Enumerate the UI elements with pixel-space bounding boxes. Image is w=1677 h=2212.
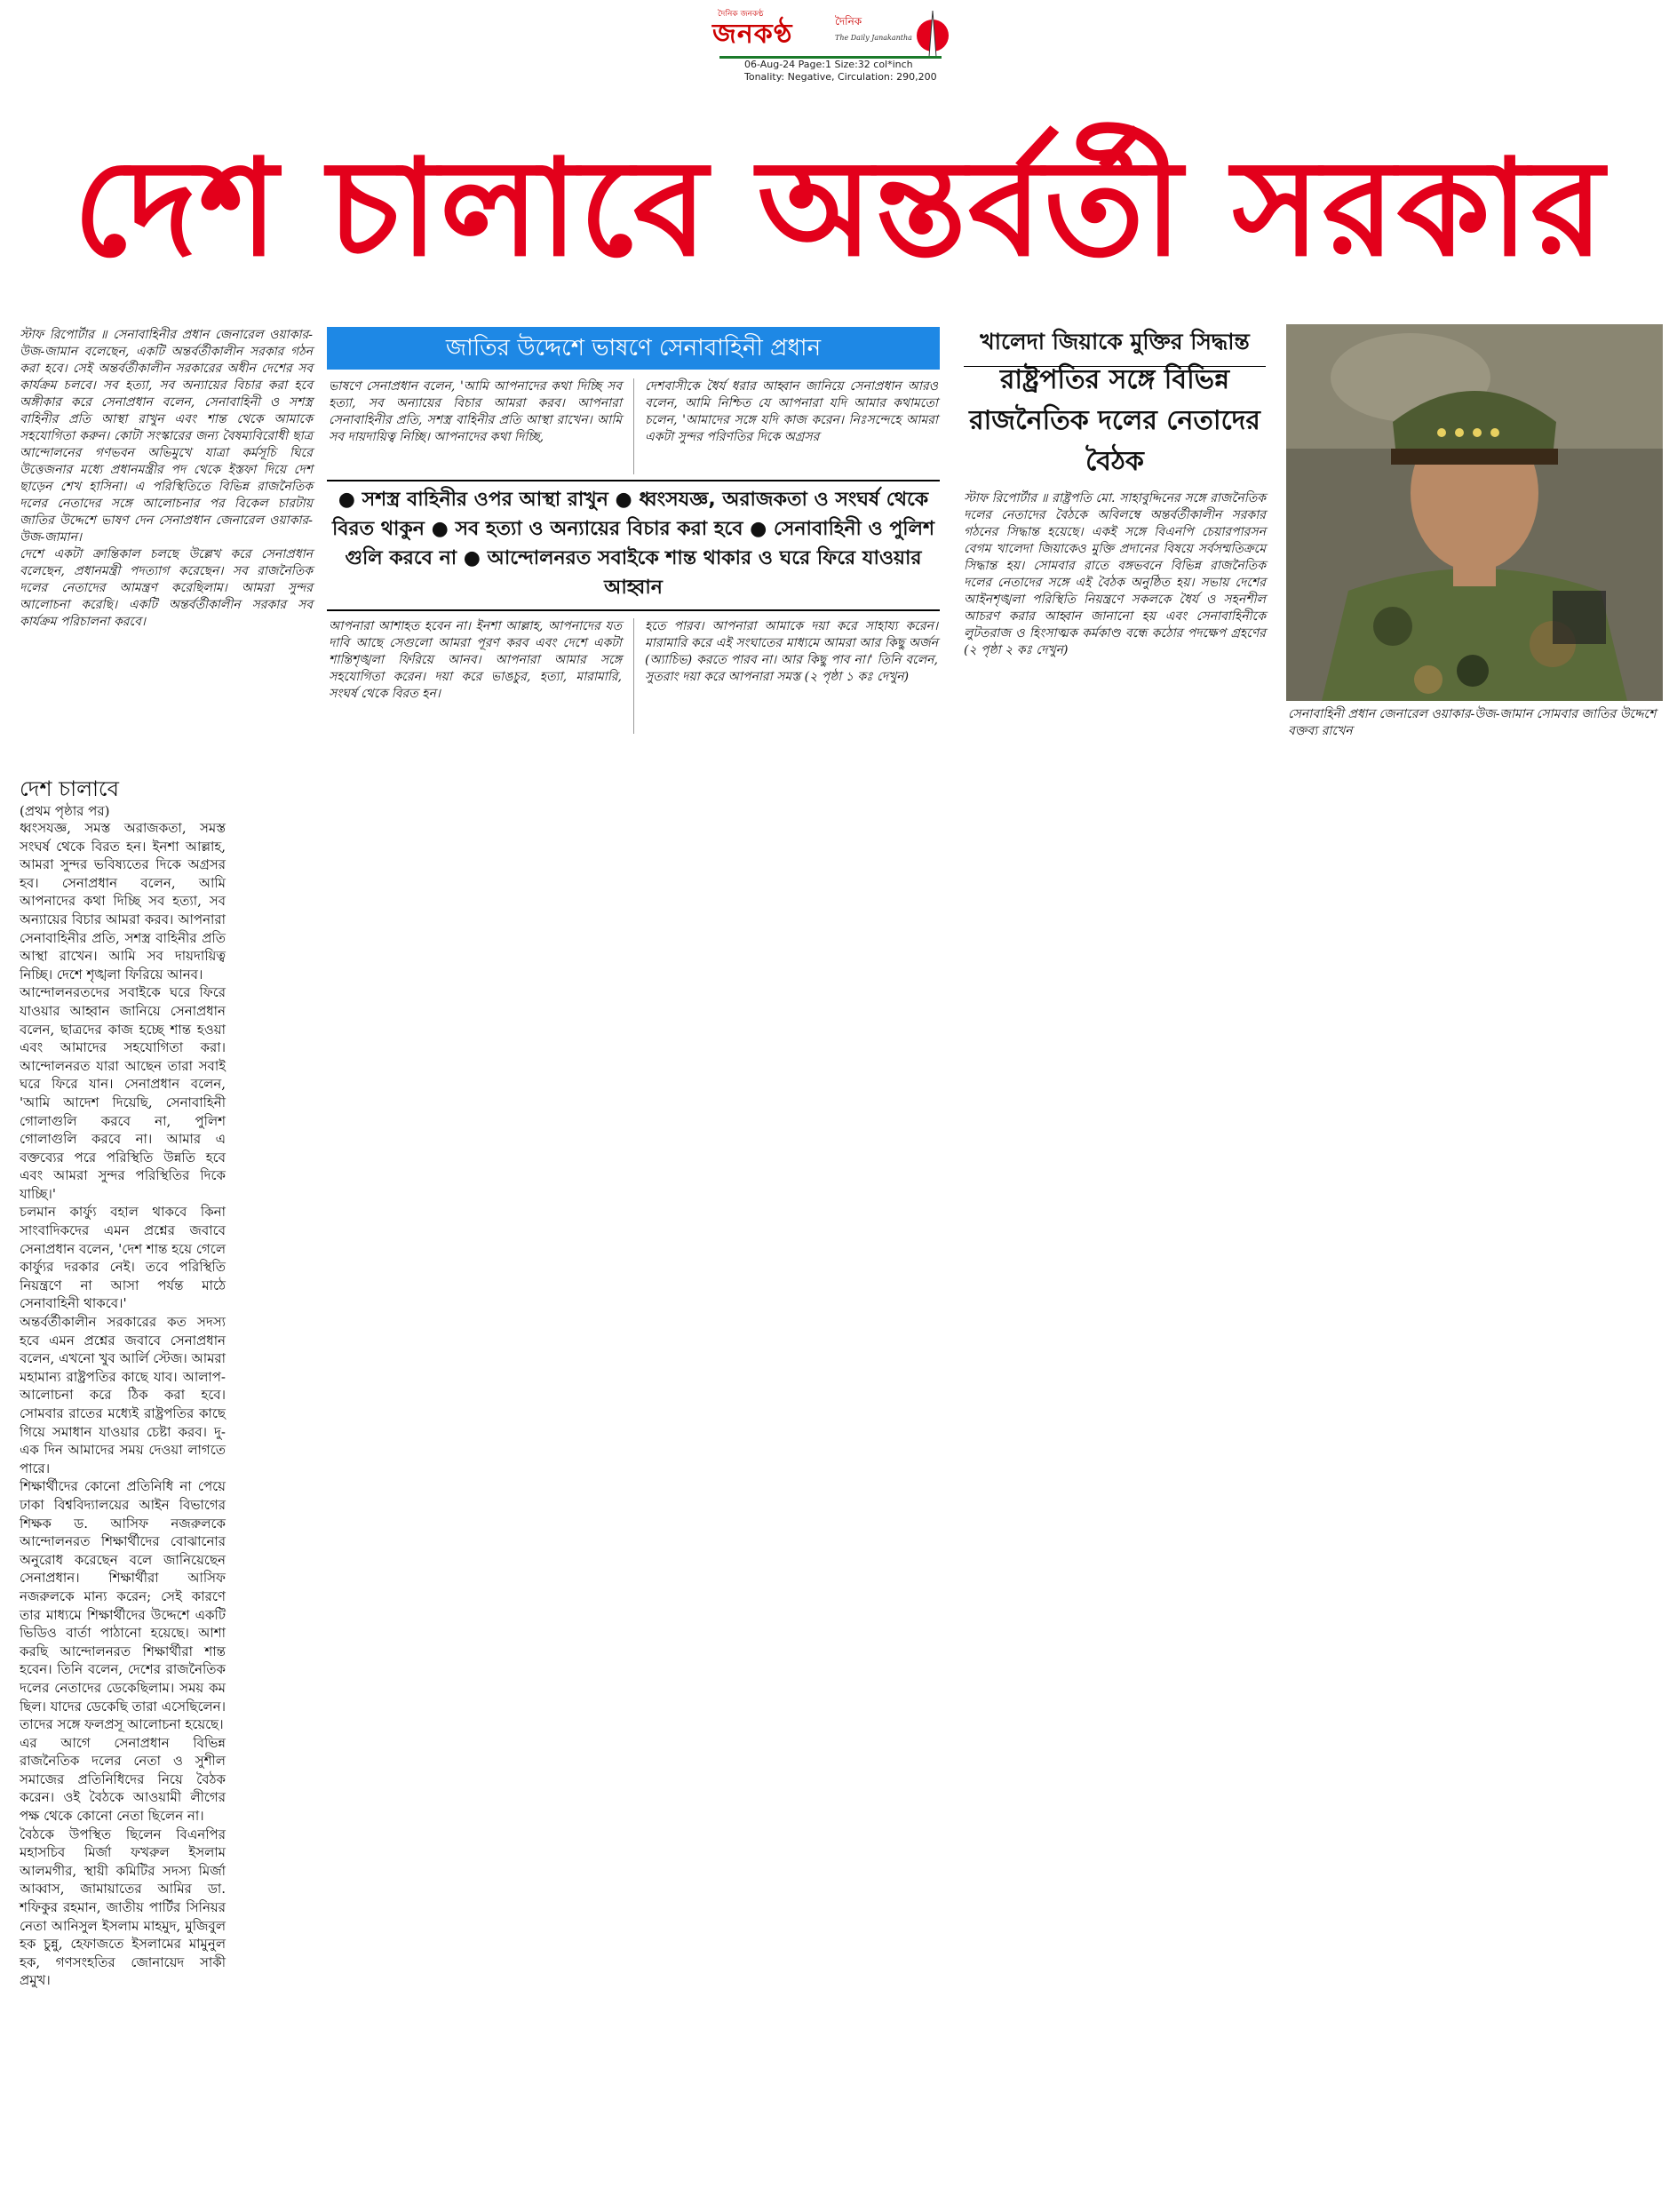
continuation-paragraph: চলমান কার্ফ্যু বহাল থাকবে কিনা সাংবাদিকদের এমন প্রশ্নের জবাবে সেনাপ্রধান বলেন, 'দেশ শান্ত হয়ে গেলে কার্ফ্যুর দরকার নেই। তবে পরিস্থিতি নিয়ন্ত্রণে না আসা পর্যন্ত মাঠে সেনাবাহিনী থাকবে।' [20,1204,226,1312]
masthead-small: দৈনিক [835,15,862,28]
speech-col-4: হতে পারব। আপনারা আমাকে দয়া করে সাহায্য করেন। মারামারি করে এই সংঘাতের মাধ্যমে আমরা আর কিছু অর্জন (অ্যাচিভ) করতে পারব না। আর কিছু পাব না।' তিনি বলেন, সুতরাং দয়া করে আপনারা সমস্ত (২ পৃষ্ঠা ১ কঃ দেখুন) [645,619,938,684]
clipping-meta [744,59,937,84]
masthead-english: The Daily Janakantha [835,34,912,42]
masthead-logo: জনকণ্ঠ [712,19,793,50]
army-chief-photo [1286,324,1663,701]
speech-bullet-points: ● সশস্ত্র বাহিনীর ওপর আস্থা রাখুন ● ধ্বংসযজ্ঞ, অরাজকতা ও সংঘর্ষ থেকে বিরত থাকুন ● সব হত্যা ও অন্যায়ের বিচার করা হবে ● সেনাবাহিনী ও পুলিশ গুলি করবে না ● আন্দোলনরত সবাইকে শান্ত থাকার ও ঘরে ফিরে যাওয়ার আহ্বান [327,480,940,611]
column-divider [633,618,634,734]
continuation-title: দেশ চালাবে [20,776,119,801]
meta-line-1: 06-Aug-24 Page:1 Size:32 col*inch [744,59,913,70]
page-headline: দেশ চালাবে অন্তর্বর্তী সরকার [73,131,1606,286]
lead-story [20,327,313,631]
speech-col-1: ভাষণে সেনাপ্রধান বলেন, 'আমি আপনাদের কথা দিচ্ছি সব হত্যা, সব অন্যায়ের বিচার আমরা করব। আপনারা সেনাবাহিনীর প্রতি, সশস্ত্র বাহিনীর প্রতি আস্থা রাখেন। আমি সব দায়দায়িত্ব নিচ্ছি। আপনাদের কথা দিচ্ছি, [329,379,622,444]
continuation-paragraph: বৈঠকে উপস্থিত ছিলেন বিএনপির মহাসচিব মির্জা ফখরুল ইসলাম আলমগীর, স্থায়ী কমিটির সদস্য মির্জা আব্বাস, জামায়াতের আমির ডা. শফিকুর রহমান, জাতীয় পার্টির সিনিয়র নেতা আনিসুল ইসলাম মাহমুদ, মুজিবুল হক চুন্নু, হেফাজতে ইসলামের মামুনুল হক, গণসংহতির জোনায়েদ সাকী প্রমুখ। [20,1826,226,1989]
speech-banner: জাতির উদ্দেশে ভাষণে সেনাবাহিনী প্রধান [327,327,940,370]
speech-col-2: দেশবাসীকে ধৈর্য ধরার আহ্বান জানিয়ে সেনাপ্রধান আরও বলেন, আমি নিশ্চিত যে আপনারা যদি আমার কথামতো চলেন, 'আমাদের সঙ্গে যদি কাজ করেন। নিঃসন্দেহে আমরা একটা সুন্দর পরিণতির দিকে অগ্রসর [645,379,938,444]
column-divider [633,378,634,474]
continuation-subtitle: (প্রথম পৃষ্ঠার পর) [20,803,110,819]
khaleda-headline: রাষ্ট্রপতির সঙ্গে বিভিন্ন রাজনৈতিক দলের নেতাদের বৈঠক [969,364,1260,477]
masthead [702,7,968,60]
speech-col-3: আপনারা আশাহত হবেন না। ইনশা আল্লাহ, আপনাদের যত দাবি আছে সেগুলো আমরা পূরণ করব এবং দেশে একটা শান্তিশৃঙ্খলা ফিরিয়ে আনব। আপনারা আমার সঙ্গে সহযোগিতা করেন। দয়া করে ভাঙচুর, হত্যা, মারামারি, সংঘর্ষ থেকে বিরত হন। [329,619,622,701]
continuation-paragraph: এর আগে সেনাপ্রধান বিভিন্ন রাজনৈতিক দলের নেতা ও সুশীল সমাজের প্রতিনিধিদের নিয়ে বৈঠক করেন। ওই বৈঠকে আওয়ামী লীগের পক্ষ থেকে কোনো নেতা ছিলেন না। [20,1734,226,1825]
khaleda-kicker: খালেদা জিয়াকে মুক্তির সিদ্ধান্ত [964,324,1266,367]
khaleda-body: স্টাফ রিপোর্টার ॥ রাষ্ট্রপতি মো. সাহাবুদ্দিনের সঙ্গে রাজনৈতিক দলের নেতাদের বৈঠকে অবিলম্বে অন্তর্বর্তীকালীন সরকার গঠনের সিদ্ধান্ত হয়েছে। একই সঙ্গে বিএনপি চেয়ারপারসন বেগম খালেদা জিয়াকেও মুক্তি প্রদানের বিষয়ে সর্বসম্মতিক্রমে সিদ্ধান্ত হয়। সোমবার রাতে বঙ্গভবনে বিভিন্ন রাজনৈতিক দলের নেতাদের সঙ্গে এই বৈঠক অনুষ্ঠিত হয়। সভায় দেশের আইনশৃঙ্খলা পরিস্থিতি নিয়ন্ত্রণে সকলকে ধৈর্য ও সহনশীল আচরণ করার আহ্বান জানানো হয় এবং সেনাবাহিনীকে লুটতরাজ ও হিংসাত্মক কর্মকাণ্ড বন্ধে কঠোর পদক্ষেপ গ্রহণের (২ পৃষ্ঠা ২ কঃ দেখুন) [964,491,1266,657]
tower-icon [915,9,950,59]
masthead-tagline: দৈনিক জনকণ্ঠ [718,10,764,19]
continuation-paragraph: ধ্বংসযজ্ঞ, সমস্ত অরাজকতা, সমস্ত সংঘর্ষ থেকে বিরত হন। ইনশা আল্লাহ, আমরা সুন্দর ভবিষ্যতের দিকে অগ্রসর হব। সেনাপ্রধান বলেন, আমি আপনাদের কথা দিচ্ছি সব হত্যা, সব অন্যায়ের বিচার আমরা করব। আপনারা সেনাবাহিনীর প্রতি, সশস্ত্র বাহিনীর প্রতি আস্থা রাখেন। আমি সব দায়দায়িত্ব নিচ্ছি। দেশে শৃঙ্খলা ফিরিয়ে আনব। [20,820,226,983]
meta-line-2: Tonality: Negative, Circulation: 290,200 [744,71,937,83]
continuation-paragraph: শিক্ষার্থীদের কোনো প্রতিনিধি না পেয়ে ঢাকা বিশ্ববিদ্যালয়ের আইন বিভাগের শিক্ষক ড. আসিফ নজরুলকে আন্দোলনরত শিক্ষার্থীদের বোঝানোর অনুরোধ করেছেন বলে জানিয়েছেন সেনাপ্রধান। শিক্ষার্থীরা আসিফ নজরুলকে মান্য করেন; সেই কারণে তার মাধ্যমে শিক্ষার্থীদের উদ্দেশে একটি ভিডিও বার্তা পাঠানো হয়েছে। আশা করছি আন্দোলনরত শিক্ষার্থীরা শান্ত হবেন। তিনি বলেন, দেশের রাজনৈতিক দলের নেতাদের ডেকেছিলাম। সময় কম ছিল। যাদের ডেকেছি তারা এসেছিলেন। তাদের সঙ্গে ফলপ্রসূ আলোচনা হয়েছে। [20,1478,226,1733]
photo-caption: সেনাবাহিনী প্রধান জেনারেল ওয়াকার-উজ-জামান সোমবার জাতির উদ্দেশে বক্তব্য রাখেন [1288,707,1657,738]
continuation-body [20,819,226,1990]
lead-paragraph-1: স্টাফ রিপোর্টার ॥ সেনাবাহিনীর প্রধান জেনারেল ওয়াকার-উজ-জামান বলেছেন, একটি অন্তর্বর্তীকালীন সরকার গঠন করা হবে। সেই অন্তর্বর্তীকালীন সরকারের অধীন দেশের সব কার্যক্রম চলবে। সব হত্যা, সব অন্যায়ের বিচার করা হবে অঙ্গীকার করে সেনাপ্রধান বলেন, সেনাবাহিনী ও সশস্ত্র বাহিনীর প্রতি আস্থা রাখুন এবং শান্ত থেকে আমাকে সহযোগিতা করুন। কোটা সংস্কারের জন্য বৈষম্যবিরোধী ছাত্র আন্দোলনের গণভবন অভিমুখে যাত্রা কর্মসূচি ঘিরে উত্তেজনার মধ্যে প্রধানমন্ত্রীর পদ থেকে ইস্তফা দিয়ে দেশ ছাড়েন শেখ হাসিনা। এ পরিস্থিতিতে বিভিন্ন রাজনৈতিক দলের নেতাদের সঙ্গে আলোচনার পর বিকেল চারটায় জাতির উদ্দেশে ভাষণ দেন সেনাপ্রধান জেনারেল ওয়াকার-উজ-জামান। [20,328,313,545]
continuation-paragraph: অন্তর্বর্তীকালীন সরকারের কত সদস্য হবে এমন প্রশ্নের জবাবে সেনাপ্রধান বলেন, এখনো খুব আর্লি স্টেজ। আমরা মহামান্য রাষ্ট্রপতির কাছে যাব। আলাপ-আলোচনা করে ঠিক করা হবে। সোমবার রাতের মধ্যেই রাষ্ট্রপতির কাছে গিয়ে সমাধান যাওয়ার চেষ্টা করব। দু-এক দিন আমাদের সময় দেওয়া লাগতে পারে। [20,1314,226,1476]
continuation-paragraph: আন্দোলনরতদের সবাইকে ঘরে ফিরে যাওয়ার আহ্বান জানিয়ে সেনাপ্রধান বলেন, ছাত্রদের কাজ হচ্ছে শান্ত হওয়া এবং আমাদের সহযোগিতা করা। আন্দোলনরত যারা আছেন তারা সবাই ঘরে ফিরে যান। সেনাপ্রধান বলেন, 'আমি আদেশ দিয়েছি, সেনাবাহিনী গোলাগুলি করবে না, পুলিশ গোলাগুলি করবে না। আমার এ বক্তব্যের পরে পরিস্থিতি উন্নতি হবে এবং আমরা সুন্দর পরিস্থিতির দিকে যাচ্ছি।' [20,984,226,1202]
lead-paragraph-2: দেশে একটা ক্রান্তিকাল চলছে উল্লেখ করে সেনাপ্রধান বলেছেন, প্রধানমন্ত্রী পদত্যাগ করেছেন। সব রাজনৈতিক দলের নেতাদের আমন্ত্রণ করেছিলাম। আমরা সুন্দর আলোচনা করেছি। একটি অন্তর্বর্তীকালীন সরকার সব কার্যক্রম পরিচালনা করবে। [20,547,313,629]
